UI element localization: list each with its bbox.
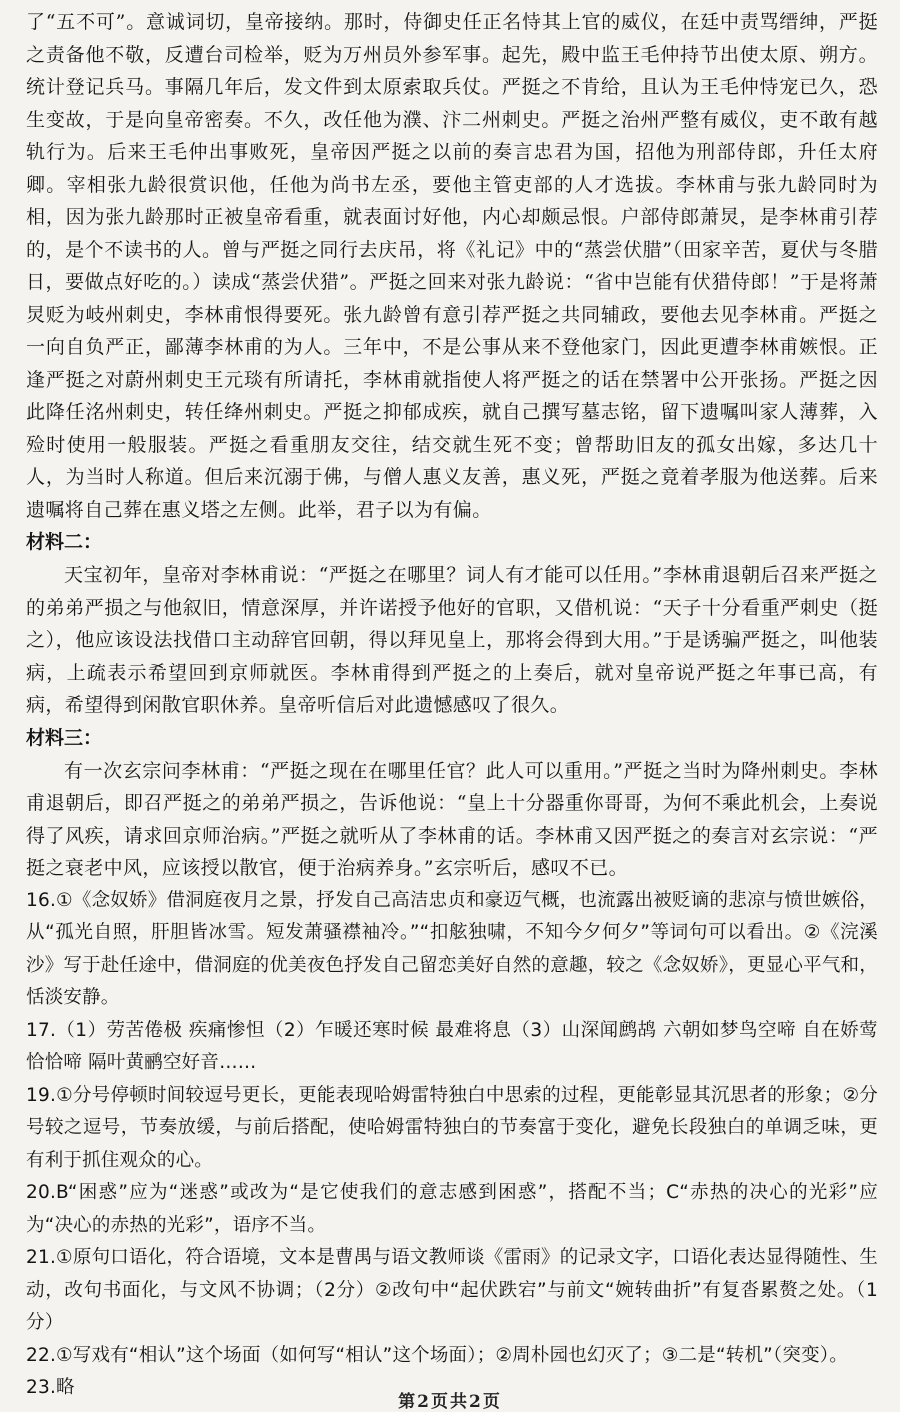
material-one-text: 了“五不可”。意诚词切，皇帝接纳。那时，侍御史任正名恃其上官的威仪，在廷中责骂缙绅，严挺之责备他不敬，反遭台司检举，贬为万州员外参军事。起先，殿中监王毛仲持节出使太原、朔方。统计登记兵马。事隔几年后，发文件到太原索取兵仗。严挺之不肯给，且认为王毛仲恃宠已久，恐生变故，于是向皇帝密奏。不久，改任他为濮、汴二州刺史。严挺之治州严整有威仪，吏不敢有越轨行为。后来王毛仲出事败死，皇帝因严挺之以前的奏言忠君为国，招他为刑部侍郎，升任太府卿。宰相张九龄很赏识他，任他为尚书左丞，要他主管吏部的人才选拔。李林甫与张九龄同时为相，因为张九龄那时正被皇帝看重，就表面讨好他，内心却颇忌恨。户部侍郎萧炅，是李林甫引荐的，是个不读书的人。曾与严挺之同行去庆吊，将《礼记》中的“蒸尝伏腊”（田家辛苦，夏伏与冬腊日，要做点好吃的。）读成“蒸尝伏猎”。严挺之回来对张九龄说：“省中岂能有伏猎侍郎！”于是将萧炅贬为岐州刺史，李林甫恨得要死。张九龄曾有意引荐严挺之共同辅政，要他去见李林甫。严挺之一向自负严正，鄙薄李林甫的为人。三年中，不是公事从来不登他家门，因此更遭李林甫嫉恨。正逢严挺之对蔚州刺史王元琰有所请托，李林甫就指使人将严挺之的话在禁署中公开张扬。严挺之因此降任洺州刺史，转任绛州刺史。严挺之抑郁成疾，就自己撰写墓志铭，留下遗嘱叫家人薄葬，入殓时使用一般服装。严挺之看重朋友交往，结交就生死不变；曾帮助旧友的孤女出嫁，多达几十人，为当时人称道。但后来沉溺于佛，与僧人惠义友善，惠义死，严挺之竟着孝服为他送葬。后来遗嘱将自己葬在惠义塔之左侧。此举，君子以为有偏。 [26,11,878,521]
answer-22: 22.①写戏有“相认”这个场面（如何写“相认”这个场面）；②周朴园也幻灭了；③二是“转机”（突变）。 [26,1344,848,1366]
material-two-text: 天宝初年，皇帝对李林甫说：“严挺之在哪里？词人有才能可以任用。”李林甫退朝后召来严挺之的弟弟严损之与他叙旧，情意深厚，并许诺授予他好的官职，又借机说：“天子十分看重严刺史（挺之），他应该设法找借口主动辞官回朝，得以拜见皇上，那将会得到大用。”于是诱骗严挺之，叫他装病，上疏表示希望回到京师就医。李林甫得到严挺之的上奏后，就对皇帝说严挺之年事已高，有病，希望得到闲散官职休养。皇帝听信后对此遗憾感叹了很久。 [26,564,878,716]
page-number-footer: 第2页共2页 [398,1392,502,1412]
answer-19: 19.①分号停顿时间较逗号更长，更能表现哈姆雷特独白中思索的过程，更能彰显其沉思者的形象；②分号较之逗号，节奏放缓，与前后搭配，使哈姆雷特独白的节奏富于变化，避免长段独白的单调乏味，更有利于抓住观众的心。 [26,1084,878,1171]
answer-21: 21.①原句口语化，符合语境，文本是曹禺与语文教师谈《雷雨》的记录文字，口语化表达显得随性、生动，改句书面化，与文风不协调；（2分）②改句中“起伏跌宕”与前文“婉转曲折”有复沓累赘之处。（1分） [26,1247,878,1333]
answer-17: 17.（1）劳苦倦极 疾痛惨怛（2）乍暖还寒时候 最难将息（3）山深闻鹧鸪 六朝如梦鸟空啼 自在娇莺恰恰啼 隔叶黄鹂空好音…… [26,1019,878,1073]
material-three-text: 有一次玄宗问李林甫：“严挺之现在在哪里任官？此人可以重用。”严挺之当时为降州刺史。李林甫退朝后，即召严挺之的弟弟严损之，告诉他说：“皇上十分器重你哥哥，为何不乘此机会，上奏说得了风疾，请求回京师治病。”严挺之就听从了李林甫的话。李林甫又因严挺之的奏言对玄宗说：“严挺之衰老中风，应该授以散官，便于治病养身。”玄宗听后，感叹不已。 [26,759,878,879]
answer-16: 16.①《念奴娇》借洞庭夜月之景，抒发自己高洁忠贞和豪迈气概，也流露出被贬谪的悲凉与愤世嫉俗，从“孤光自照，肝胆皆冰雪。短发萧骚襟袖冷。”“扣舷独啸，不知今夕何夕”等词句可以看出。②《浣溪沙》写于赴任途中，借洞庭的优美夜色抒发自己留恋美好自然的意趣，较之《念奴娇》，更显心平气和，恬淡安静。 [26,889,878,1008]
material-three-heading: 材料三： [26,726,103,749]
answer-20: 20.B“困惑”应为“迷惑”或改为“是它使我们的意志感到困惑”，搭配不当；C“赤热的决心的光彩”应为“决心的赤热的光彩”，语序不当。 [26,1182,878,1236]
material-two-heading: 材料二： [26,531,103,553]
answer-23: 23.略 [26,1377,75,1398]
